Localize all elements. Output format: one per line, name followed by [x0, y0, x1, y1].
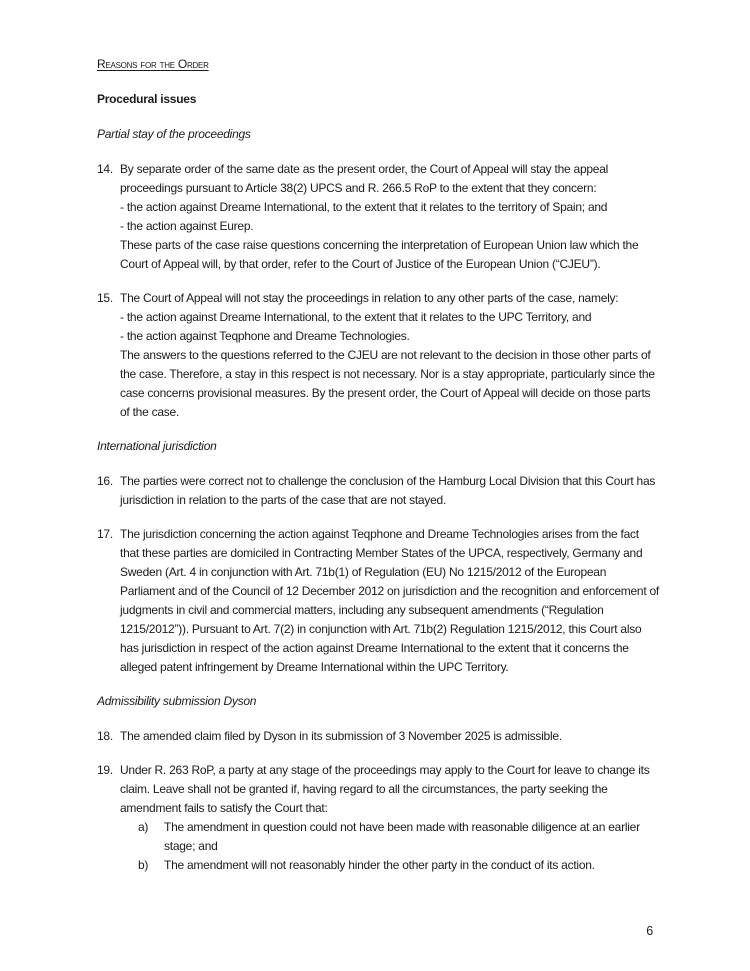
paragraph-number: 17. — [97, 527, 113, 541]
paragraph-number: 14. — [97, 162, 113, 176]
list-item-text: The amendment in question could not have been made with reasonable diligence at an earlier stage; and — [164, 820, 640, 853]
dash-item: - the action against Dreame International, to the extent that it relates to the territory of Spain; and — [120, 200, 608, 214]
dash-item: - the action against Dreame International, to the extent that it relates to the UPC Territory, and — [120, 310, 592, 324]
paragraph-17 — [97, 525, 659, 677]
paragraph-19 — [97, 761, 659, 875]
paragraph-text: The Court of Appeal will not stay the proceedings in relation to any other parts of the case, namely: — [120, 291, 619, 305]
paragraph-text: The parties were correct not to challenge the conclusion of the Hamburg Local Division that this Court has jurisdiction in relation to the parts of the case that are not stayed. — [120, 474, 656, 507]
list-marker: b) — [138, 858, 149, 872]
main-heading: Reasons for the Order — [97, 57, 209, 71]
paragraph-body — [120, 160, 659, 274]
subsection-heading-admissibility-dyson: Admissibility submission Dyson — [97, 694, 257, 708]
list-item-a — [120, 818, 659, 856]
paragraph-number: 18. — [97, 729, 113, 743]
subsection-heading-partial-stay: Partial stay of the proceedings — [97, 127, 251, 141]
paragraph-text: The jurisdiction concerning the action against Teqphone and Dreame Technologies arises from the fact that these parties are domiciled in Contracting Member States of the UPCA, respectively, Germany and Sweden (Art. 4 in conjunction with Art. 71b(1) of Regulation (EU) No 1215/2012 of the European Parliament and of the Council of 12 December 2012 on jurisdiction and the recognition and enforcement of judgments in civil and commercial matters, including any subsequent amendments (“Regulation 1215/2012”)). Pursuant to Art. 7(2) in conjunction with Art. 71b(2) Regulation 1215/2012, this Court also has jurisdiction in respect of the action against Dreame International to the extent that it concerns the alleged patent infringement by Dreame International within the UPC Territory. — [120, 527, 660, 674]
paragraph-body — [120, 761, 659, 875]
paragraph-body — [120, 525, 659, 677]
paragraph-14 — [97, 160, 659, 274]
list-marker: a) — [138, 820, 149, 834]
paragraph-16 — [97, 472, 659, 510]
list-item-text: The amendment will not reasonably hinder the other party in the conduct of its action. — [164, 858, 595, 872]
section-heading-procedural-issues: Procedural issues — [97, 92, 197, 106]
page-number: 6 — [646, 924, 653, 938]
paragraph-text: By separate order of the same date as the present order, the Court of Appeal will stay the appeal proceedings pursuant to Article 38(2) UPCS and R. 266.5 RoP to the extent that they concern: — [120, 162, 609, 195]
paragraph-number: 15. — [97, 291, 113, 305]
paragraph-text: These parts of the case raise questions concerning the interpretation of European Union law which the Court of Appeal will, by that order, refer to the Court of Justice of the European Union (“CJEU”). — [120, 238, 639, 271]
paragraph-body — [120, 727, 659, 746]
paragraph-text: The answers to the questions referred to the CJEU are not relevant to the decision in those other parts of the case. Therefore, a stay in this respect is not necessary. Nor is a stay appropriate, particularly since the case concerns provisional measures. By the present order, the Court of Appeal will decide on those parts of the case. — [120, 348, 655, 419]
paragraph-15 — [97, 289, 659, 422]
dash-item: - the action against Eurep. — [120, 219, 254, 233]
subsection-heading-international-jurisdiction: International jurisdiction — [97, 439, 217, 453]
list-item-b — [120, 856, 659, 875]
paragraph-body — [120, 472, 659, 510]
paragraph-18 — [97, 727, 659, 746]
paragraph-number: 16. — [97, 474, 113, 488]
paragraph-number: 19. — [97, 763, 113, 777]
dash-item: - the action against Teqphone and Dreame Technologies. — [120, 329, 410, 343]
paragraph-body — [120, 289, 659, 422]
paragraph-text: Under R. 263 RoP, a party at any stage of the proceedings may apply to the Court for leave to change its claim. Leave shall not be granted if, having regard to all the circumstances, the party seeking the amendment fails to satisfy the Court that: — [120, 763, 650, 815]
paragraph-text: The amended claim filed by Dyson in its submission of 3 November 2025 is admissible. — [120, 729, 562, 743]
